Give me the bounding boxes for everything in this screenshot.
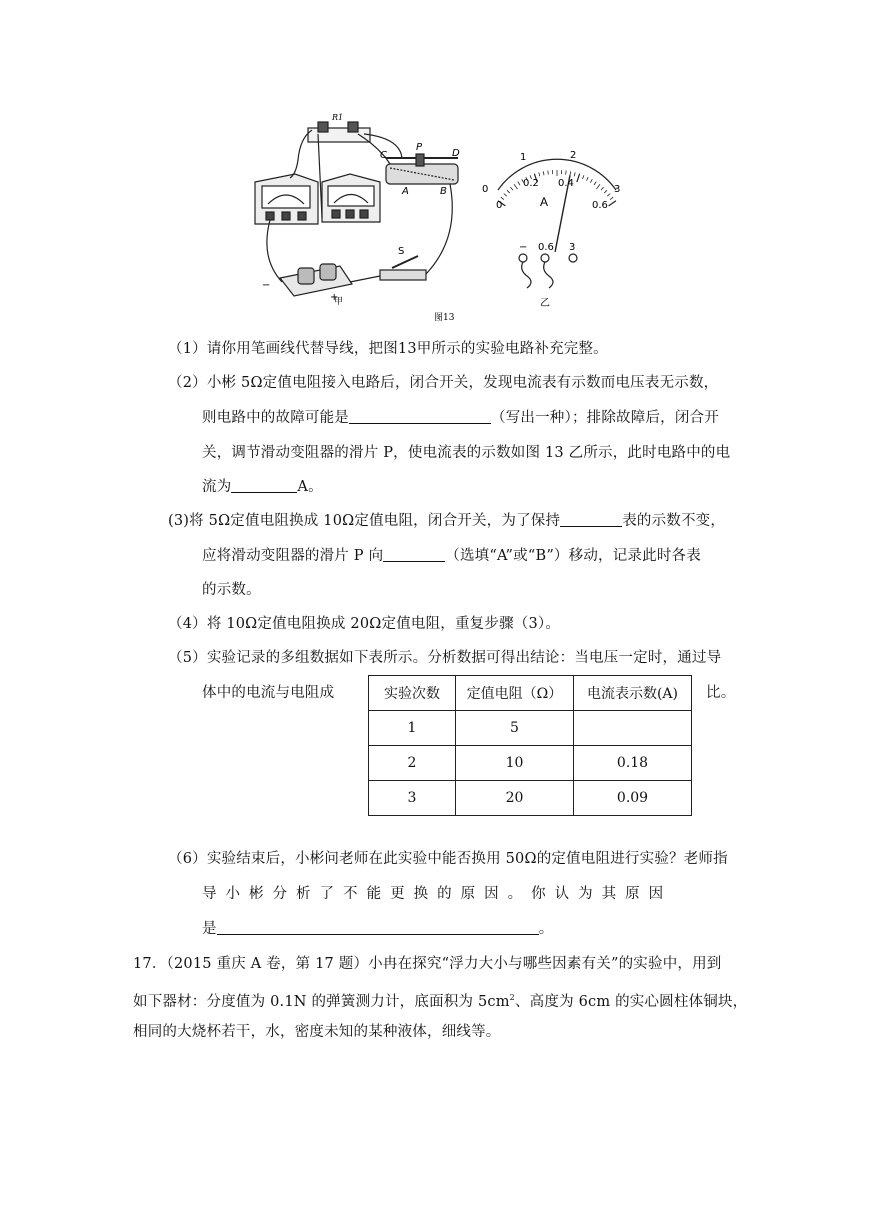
q2-line4-b: A。: [297, 479, 323, 495]
q3-line2-a: 应将滑动变阻器的滑片 P 向: [202, 548, 384, 564]
table-header: 电流表示数(A): [574, 676, 692, 711]
rheostat-label-b: B: [440, 186, 447, 197]
q17-line1: 17．（2015 重庆 A 卷，第 17 题）小冉在探究“浮力大小与哪些因素有关”的实验中，用到: [133, 956, 722, 972]
label-jia: 甲: [334, 297, 344, 307]
q1: （1）请你用笔画线代替导线，把图13甲所示的实验电路补充完整。: [168, 341, 608, 357]
q17-sup: 2: [509, 993, 515, 1002]
terminal-3: 3: [569, 242, 576, 253]
q3-line2: [202, 546, 701, 566]
q5-line2-a: 体中的电流与电阻成: [202, 685, 335, 701]
dial-left-zero: 0: [482, 184, 489, 195]
circuit-diagram: [255, 122, 458, 296]
dial-bottom-tick-06: 0.6: [592, 200, 608, 211]
table-cell: 20: [456, 781, 574, 816]
dial-tick: [604, 190, 607, 193]
dial-tick: [577, 174, 580, 183]
table-cell-blank[interactable]: [574, 711, 692, 746]
dial-top-tick-2: 2: [570, 150, 577, 161]
q2-line2: [202, 408, 719, 428]
table-header-row: [369, 676, 692, 711]
dial-tick: [590, 179, 592, 182]
table-row: [369, 781, 692, 816]
q17-line2-b: 、高度为 6cm 的实心圆柱体铜块，: [514, 993, 748, 1010]
dial-bottom-tick-04: 0.4: [558, 178, 574, 189]
q3-line1: [168, 511, 725, 531]
terminal-minus: −: [519, 242, 528, 253]
q17-line3: 相同的大烧杯若干，水，密度未知的某种液体，细线等。: [133, 1024, 501, 1040]
data-table: [368, 675, 692, 816]
switch-label: S: [398, 246, 405, 257]
dial-tick: [594, 182, 596, 185]
q2-line4: [202, 477, 323, 497]
q2-line1: （2）小彬 5Ω定值电阻接入电路后，闭合开关，发现电流表有示数而电压表无示数，: [168, 375, 719, 391]
table-row: [369, 711, 692, 746]
table-cell: 2: [369, 746, 456, 781]
table-cell: 0.09: [574, 781, 692, 816]
dial-tick: [539, 172, 540, 176]
dial-bottom-tick-02: 0.2: [523, 178, 539, 189]
dial-top-tick-3: 3: [614, 184, 621, 195]
dial-tick: [582, 175, 583, 179]
q6-line3-b: 。: [538, 921, 554, 937]
q4: （4）将 10Ω定值电阻换成 20Ω定值电阻，重复步骤（3）。: [168, 616, 561, 632]
dial-tick: [570, 171, 571, 175]
dial-tick: [596, 184, 600, 189]
rheostat-label-p: P: [416, 142, 423, 153]
dial-tick: [609, 201, 616, 206]
dial-tick: [504, 194, 507, 197]
dial-tick: [510, 187, 513, 190]
table-header: 实验次数: [369, 676, 456, 711]
q3-line3: 的示数。: [202, 582, 261, 598]
dial-tick: [574, 172, 575, 176]
q2-line2-b: （写出一种）；排除故障后，闭合开: [491, 410, 719, 426]
q2-blank-fault[interactable]: [349, 408, 491, 424]
dial-tick: [507, 190, 510, 193]
q6-line3-a: 是: [202, 921, 217, 937]
dial-tick: [610, 197, 613, 199]
q17-line2-a: 如下器材：分度值为 0.1N 的弹簧测力计，底面积为 5cm: [133, 993, 510, 1010]
terminal-06: 0.6: [538, 242, 554, 253]
q6-blank-reason[interactable]: [217, 919, 539, 935]
q17-line2: [133, 988, 747, 1012]
dial-unit: A: [540, 195, 549, 209]
q3-line2-b: （选填“A”或“B”）移动，记录此时各表: [445, 548, 701, 564]
q5-line2-b: 比。: [706, 685, 736, 701]
table-cell: 3: [369, 781, 456, 816]
table-row: [369, 746, 692, 781]
dial-tick: [548, 171, 549, 175]
dial-tick: [543, 171, 544, 175]
q3-line1-a: (3)将 5Ω定值电阻换成 10Ω定值电阻，闭合开关，为了保持: [168, 513, 561, 529]
q2-line3: 关，调节滑动变阻器的滑片 P，使电流表的示数如图 13 乙所示，此时电路中的电: [202, 445, 731, 461]
q6-line2: 导 小 彬 分 析 了 不 能 更 换 的 原 因 。 你 认 为 其 原 因: [202, 886, 664, 902]
q3-blank-meter[interactable]: [560, 511, 622, 527]
battery-minus: −: [262, 280, 271, 291]
q6-line3: [202, 919, 553, 939]
rheostat-label-d: D: [452, 148, 460, 159]
dial-tick: [601, 187, 604, 190]
q2-line4-a: 流为: [202, 479, 232, 495]
table-header: 定值电阻（Ω）: [456, 676, 574, 711]
q3-line1-b: 表的示数不变，: [622, 513, 726, 529]
dial-tick: [607, 194, 610, 197]
ammeter-dial: [498, 159, 616, 288]
battery-plus: +: [330, 292, 339, 303]
table-cell: 0.18: [574, 746, 692, 781]
rheostat-label-a: A: [402, 186, 409, 197]
figure-13: [240, 108, 630, 330]
dial-tick: [566, 171, 567, 175]
q5-line1: （5）实验记录的多组数据如下表所示。分析数据可得出结论：当电压一定时，通过导: [168, 650, 722, 666]
table-cell: 10: [456, 746, 574, 781]
q2-line2-a: 则电路中的故障可能是: [202, 410, 349, 426]
q3-blank-direction[interactable]: [383, 546, 445, 562]
dial-bottom-tick-0: 0: [496, 200, 503, 211]
dial-tick: [514, 184, 518, 189]
q6-line1: （6）实验结束后，小彬问老师在此实验中能否换用 50Ω的定值电阻进行实验？老师指: [168, 851, 728, 867]
table-cell: 5: [456, 711, 574, 746]
figure-caption: 图13: [434, 313, 455, 323]
table-cell: 1: [369, 711, 456, 746]
dial-top-tick-1: 1: [520, 152, 527, 163]
q2-blank-current[interactable]: [231, 477, 297, 493]
resistor-label: R1: [332, 113, 344, 122]
rheostat-label-c: C: [380, 150, 387, 161]
dial-tick: [586, 177, 588, 181]
dial-tick: [518, 182, 520, 185]
label-yi: 乙: [540, 298, 550, 309]
